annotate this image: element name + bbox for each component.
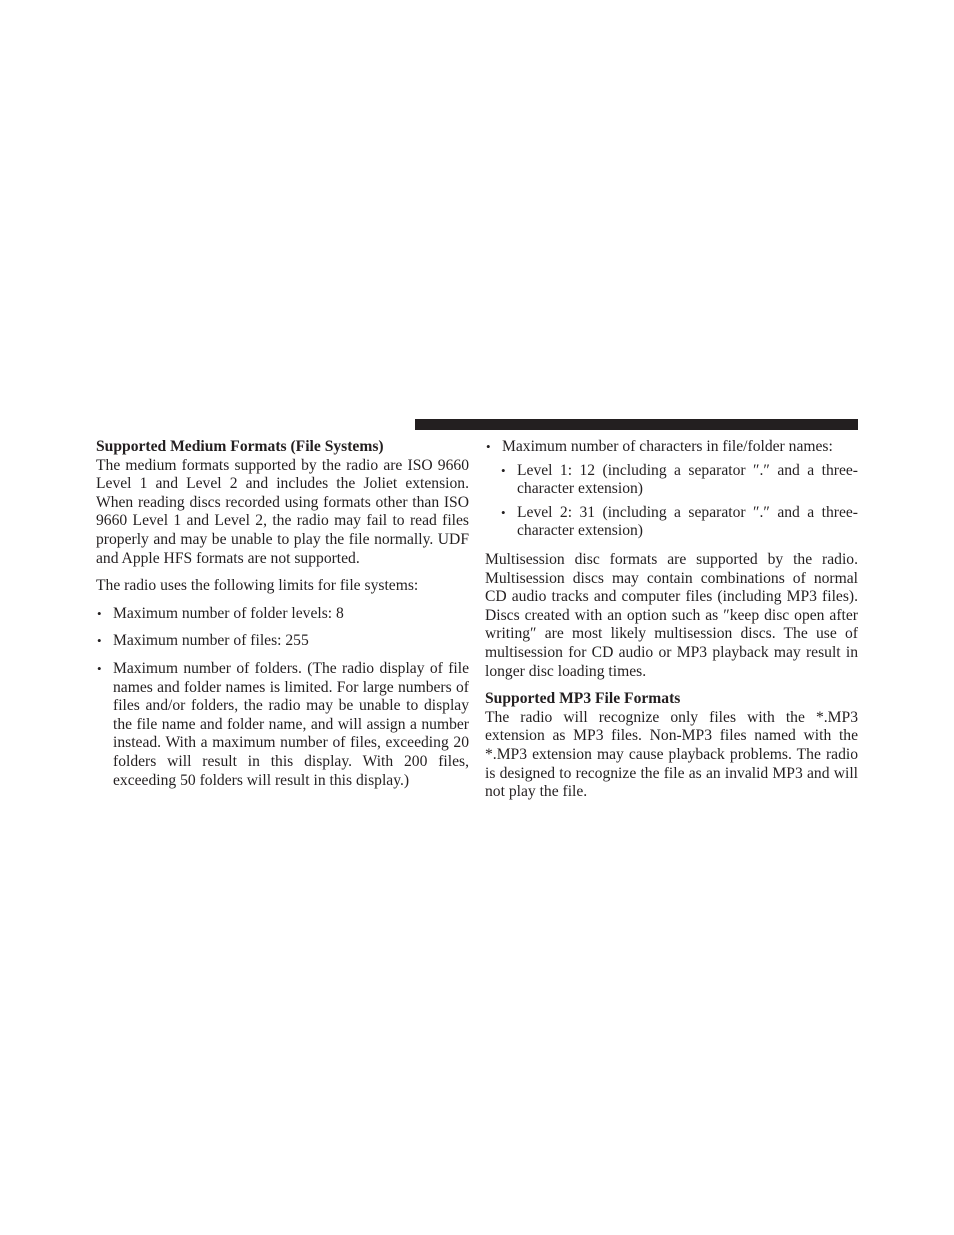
character-limits-list <box>485 438 858 541</box>
paragraph-multisession: Multisession disc formats are supported by the radio. Multisession discs may contain combinations of normal CD audio tracks and computer files (including MP3 files). Discs created with an option such as ″keep disc open after writing″ are most likely multisession discs. The use of multisession for CD audio or MP3 playback may result in longer disc loading times. <box>485 550 858 680</box>
left-column <box>96 438 469 790</box>
paragraph-mp3-formats: The radio will recognize only files with the *.MP3 extension as MP3 files. Non-MP3 files named with the *.MP3 extension may cause playback problems. The radio is designed to recognize the file as an invalid MP3 and will not play the file. <box>485 708 858 801</box>
list-item: • Maximum number of files: 255 <box>96 632 469 651</box>
section-header-bar <box>415 419 858 430</box>
list-item: • Maximum number of folders. (The radio display of file names and folder names is limited. For large numbers of files and/or folders, the radio may be unable to display the file name and folder name, and will assign a number instead. With a maximum number of files, exceeding 20 folders will result in this display. With 200 files, exceeding 50 folders will result in this display.) <box>96 660 469 790</box>
paragraph-file-system-limits: The radio uses the following limits for file systems: <box>96 577 419 595</box>
level-sublist <box>485 462 858 541</box>
list-item-text: Maximum number of characters in file/folder names: <box>502 438 833 455</box>
heading-supported-medium-formats: Supported Medium Formats (File Systems) <box>96 438 384 455</box>
sublist-item: • Level 1: 12 (including a separator ″.″ and a three-character extension) <box>501 462 858 499</box>
file-system-limits-list <box>96 605 469 790</box>
list-item: • Maximum number of folder levels: 8 <box>96 605 469 624</box>
right-column <box>485 438 858 802</box>
heading-supported-mp3-formats: Supported MP3 File Formats <box>485 690 681 708</box>
list-item <box>485 438 858 541</box>
paragraph-medium-formats: The medium formats supported by the radio are ISO 9660 Level 1 and Level 2 and includes the Joliet extension. When reading discs recorded using formats other than ISO 9660 Level 1 and Level 2, the radio may fail to read files properly and may be unable to play the file normally. UDF and Apple HFS formats are not supported. <box>96 456 469 567</box>
sublist-item: • Level 2: 31 (including a separator ″.″ and a three-character extension) <box>501 504 858 541</box>
